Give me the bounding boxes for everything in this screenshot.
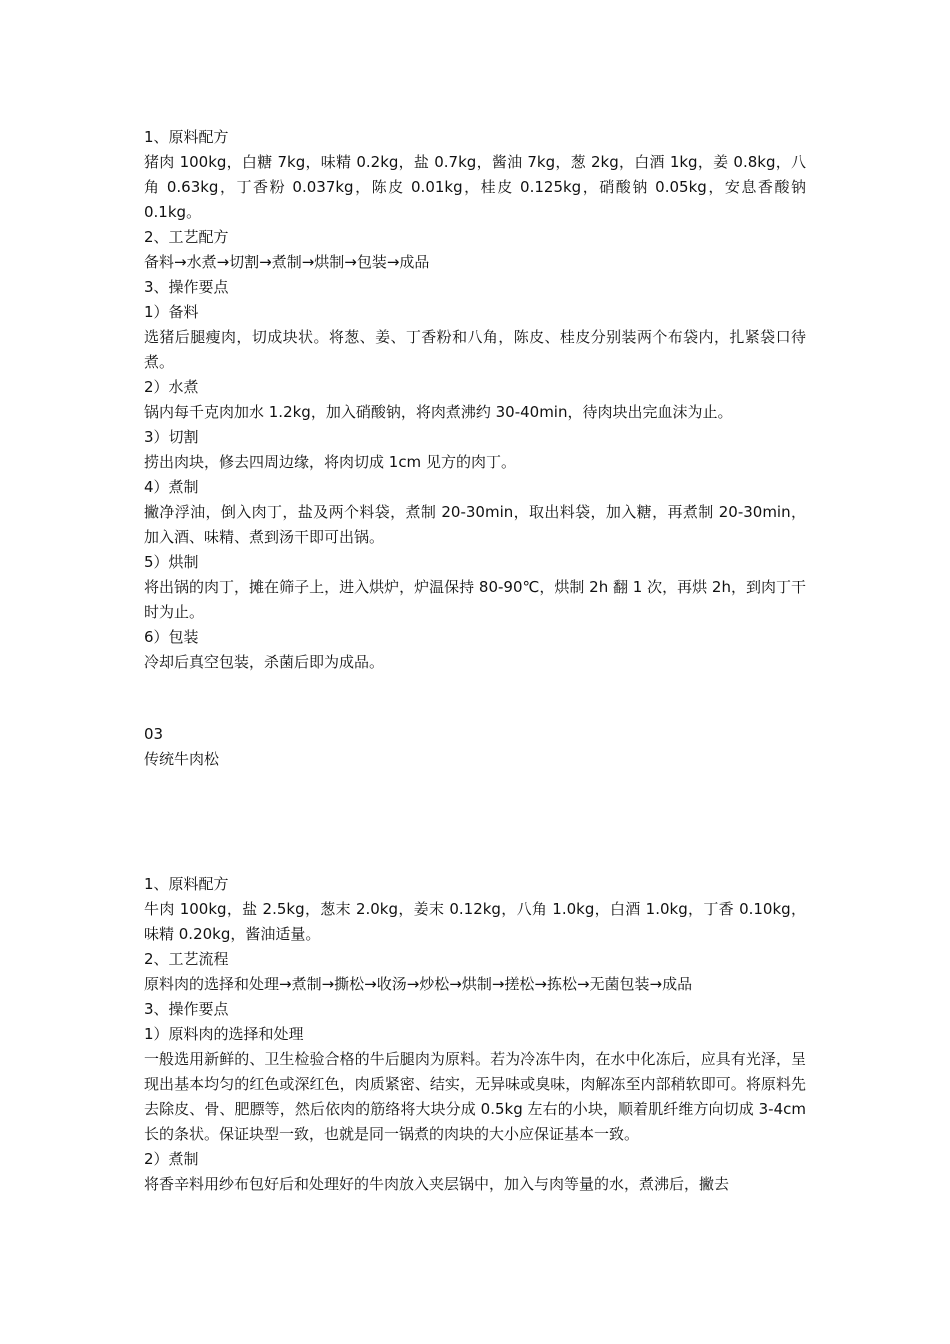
recipe-section-beef-floss [144, 872, 806, 1197]
step-heading-prep: 1）备料 [144, 303, 199, 321]
step-heading-cut: 3）切割 [144, 428, 199, 446]
step-text-stew: 撇净浮油，倒入肉丁，盐及两个料袋，煮制 20-30min，取出料袋，加入糖，再煮制 20-30min，加入酒、味精、煮到汤干即可出锅。 [144, 503, 806, 546]
step-heading-stew: 4）煮制 [144, 478, 199, 496]
step-text-bake: 将出锅的肉丁，摊在筛子上，进入烘炉，炉温保持 80-90℃，烘制 2h 翻 1 次，再烘 2h，到肉丁干时为止。 [144, 578, 806, 621]
step-text-pack: 冷却后真空包装，杀菌后即为成品。 [144, 653, 385, 671]
ingredients-text: 牛肉 100kg，盐 2.5kg，葱末 2.0kg，姜末 0.12kg，八角 1.0kg，白酒 1.0kg，丁香 0.10kg，味精 0.20kg，酱油适量。 [144, 900, 806, 943]
ingredients-text: 猪肉 100kg，白糖 7kg，味精 0.2kg，盐 0.7kg，酱油 7kg，葱 2kg，白酒 1kg，姜 0.8kg，八角 0.63kg，丁香粉 0.037kg，陈皮 0.01kg，桂皮 0.125kg，硝酸钠 0.05kg，安息香酸钠 0.1kg。 [144, 153, 806, 221]
step-heading-boil: 2）水煮 [144, 378, 199, 396]
heading-ingredients: 1、原料配方 [144, 128, 229, 146]
heading-key-points: 3、操作要点 [144, 278, 229, 296]
step-heading-pack: 6）包装 [144, 628, 199, 646]
heading-ingredients: 1、原料配方 [144, 875, 229, 893]
recipe-section-pork [144, 125, 806, 675]
heading-key-points: 3、操作要点 [144, 1000, 229, 1018]
process-flow-text: 原料肉的选择和处理→煮制→撕松→收汤→炒松→烘制→搓松→拣松→无菌包装→成品 [144, 975, 693, 993]
step-heading-selection: 1）原料肉的选择和处理 [144, 1025, 304, 1043]
recipe-title-block [144, 722, 806, 772]
process-flow-text: 备料→水煮→切割→煮制→烘制→包装→成品 [144, 253, 430, 271]
step-heading-bake: 5）烘制 [144, 553, 199, 571]
step-text-boil: 锅内每千克肉加水 1.2kg，加入硝酸钠，将肉煮沸约 30-40min，待肉块出完血沫为止。 [144, 403, 733, 421]
step-text-cut: 捞出肉块，修去四周边缘，将肉切成 1cm 见方的肉丁。 [144, 453, 516, 471]
recipe-number: 03 [144, 725, 164, 743]
step-text-prep: 选猪后腿瘦肉，切成块状。将葱、姜、丁香粉和八角，陈皮、桂皮分别装两个布袋内，扎紧袋口待煮。 [144, 328, 806, 371]
heading-process: 2、工艺流程 [144, 950, 229, 968]
recipe-title: 传统牛肉松 [144, 750, 220, 768]
heading-process: 2、工艺配方 [144, 228, 229, 246]
step-text-selection: 一般选用新鲜的、卫生检验合格的牛后腿肉为原料。若为冷冻牛肉，在水中化冻后，应具有光泽，呈现出基本均匀的红色或深红色，肉质紧密、结实，无异味或臭味，肉解冻至内部稍软即可。将原料先去除皮、骨、肥膘等，然后依肉的筋络将大块分成 0.5kg 左右的小块，顺着肌纤维方向切成 3-4cm 长的条状。保证块型一致，也就是同一锅煮的肉块的大小应保证基本一致。 [144, 1050, 806, 1143]
step-heading-cook: 2）煮制 [144, 1150, 199, 1168]
step-text-cook: 将香辛料用纱布包好后和处理好的牛肉放入夹层锅中，加入与肉等量的水，煮沸后，撇去 [144, 1175, 730, 1193]
